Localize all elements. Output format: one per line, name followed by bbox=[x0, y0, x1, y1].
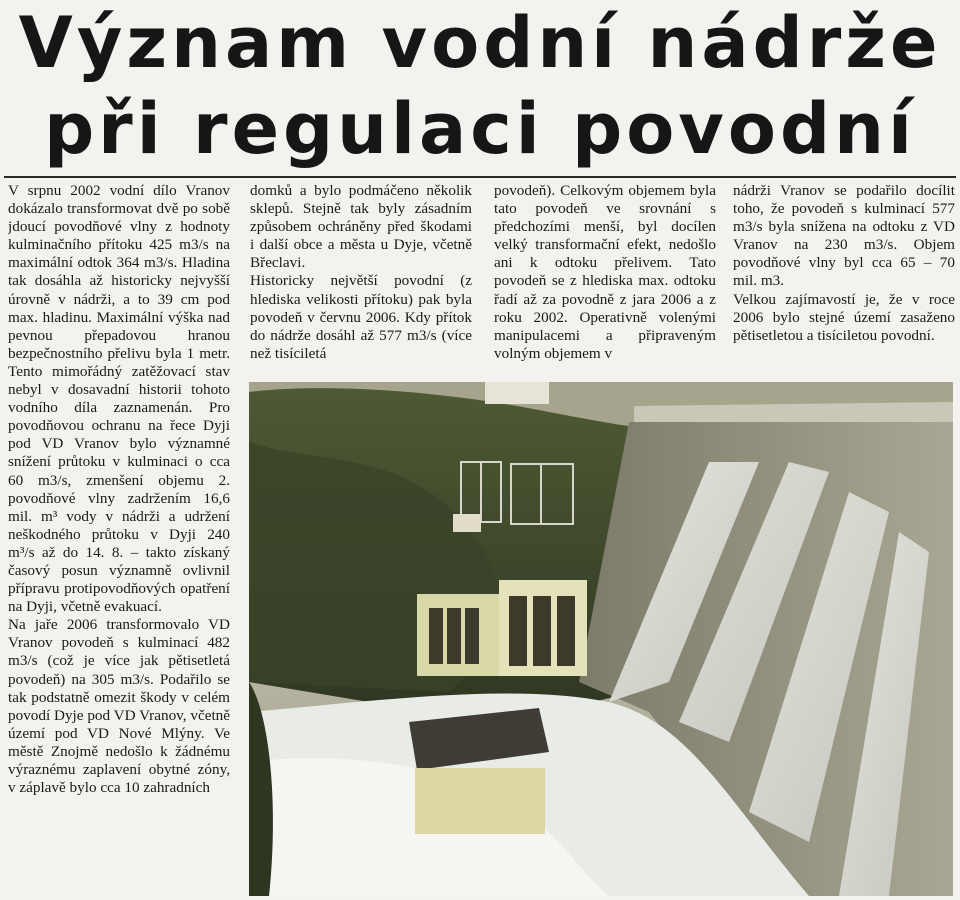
paragraph: Na jaře 2006 transformovalo VD Vranov povodeň s kulminací 482 m3/s (což je více jak pětisetletá povodeň) na 305 m3/s. Podařilo se tak podstatně omezit škody v celém povodí Dyje pod VD Vranov, včetně území pod VD Nové Mlýny. Ve městě Znojmě nedošlo k žádnému výraznému zaplavení obytné zóny, v záplavě bylo cca 10 zahradních bbox=[8, 616, 230, 797]
paragraph: povodeň). Celkovým objemem byla tato povodeň ve srovnání s předchozími menší, byl docílen velký transformační efekt, nedošlo ani k odtoku přelivem. Tato povodeň se z hlediska max. odtoku řadí až za povodně z jara 2006 a z roku 2002. Operativně volenými manipulacemi a připraveným volným objemem v bbox=[494, 182, 716, 362]
paragraph: nádrži Vranov se podařilo docílit toho, že povodeň s kulminací 577 m3/s byla snížena na odtoku z VD Vranov na 230 m3/s. Objem povodňové vlny byl cca 65 – 70 mil. m3. bbox=[733, 182, 955, 290]
article-column-2 bbox=[250, 182, 472, 382]
article-column-4 bbox=[733, 182, 955, 382]
paragraph: Historicky největší povodní (z hlediska velikosti přítoku) pak byla povodeň v červnu 2006. Kdy přítok do nádrže dosáhl až 577 m3/s (více než tisíciletá bbox=[250, 272, 472, 362]
headline-line-1: Význam vodní nádrže bbox=[18, 2, 942, 84]
paragraph: Velkou zajímavostí je, že v roce 2006 bylo stejné území zasaženo pětisetletou a tisíciletou povodní. bbox=[733, 290, 955, 344]
headline-line-2: při regulaci povodní bbox=[44, 88, 916, 170]
headline-rule bbox=[4, 176, 956, 178]
article-column-1 bbox=[8, 182, 230, 894]
article-column-3 bbox=[494, 182, 716, 382]
dam-photo-illustration bbox=[249, 382, 953, 896]
dam-photo bbox=[249, 382, 953, 896]
headline bbox=[0, 0, 960, 176]
paragraph: V srpnu 2002 vodní dílo Vranov dokázalo transformovat dvě po sobě jdoucí povodňové vlny z hodnoty kulminačního přítoku 425 m3/s na maximální odtok 364 m3/s. Hladina tak dosáhla až historicky nejvyšší úrovně v nádrži, a to 39 cm pod max. hladinu. Maximální výška nad pevnou přepadovou hranou bezpečnostního přelivu byla 1 metr. Tento mimořádný zatěžovací stav nebyl v dosavadní historii tohoto vodního díla zaznamenán. Pro povodňovou ochranu na řece Dyji pod VD Vranov bylo významné snížení průtoku v kulminaci o cca 60 m3/s, zmenšení objemu 2. povodňové vlny zadržením 16,6 mil. m³ vody v nádrži a udržení neškodného průtoku v Dyji 240 m³/s až do 14. 8. – takto získaný časový posun významně ovlivnil přípravu protipovodňových opatření na Dyji, včetně evakuací. bbox=[8, 182, 230, 616]
paragraph: domků a bylo podmáčeno několik sklepů. Stejně tak byly zásadním způsobem ochráněny před škodami i další obce a města u Dyje, včetně Břeclavi. bbox=[250, 182, 472, 272]
